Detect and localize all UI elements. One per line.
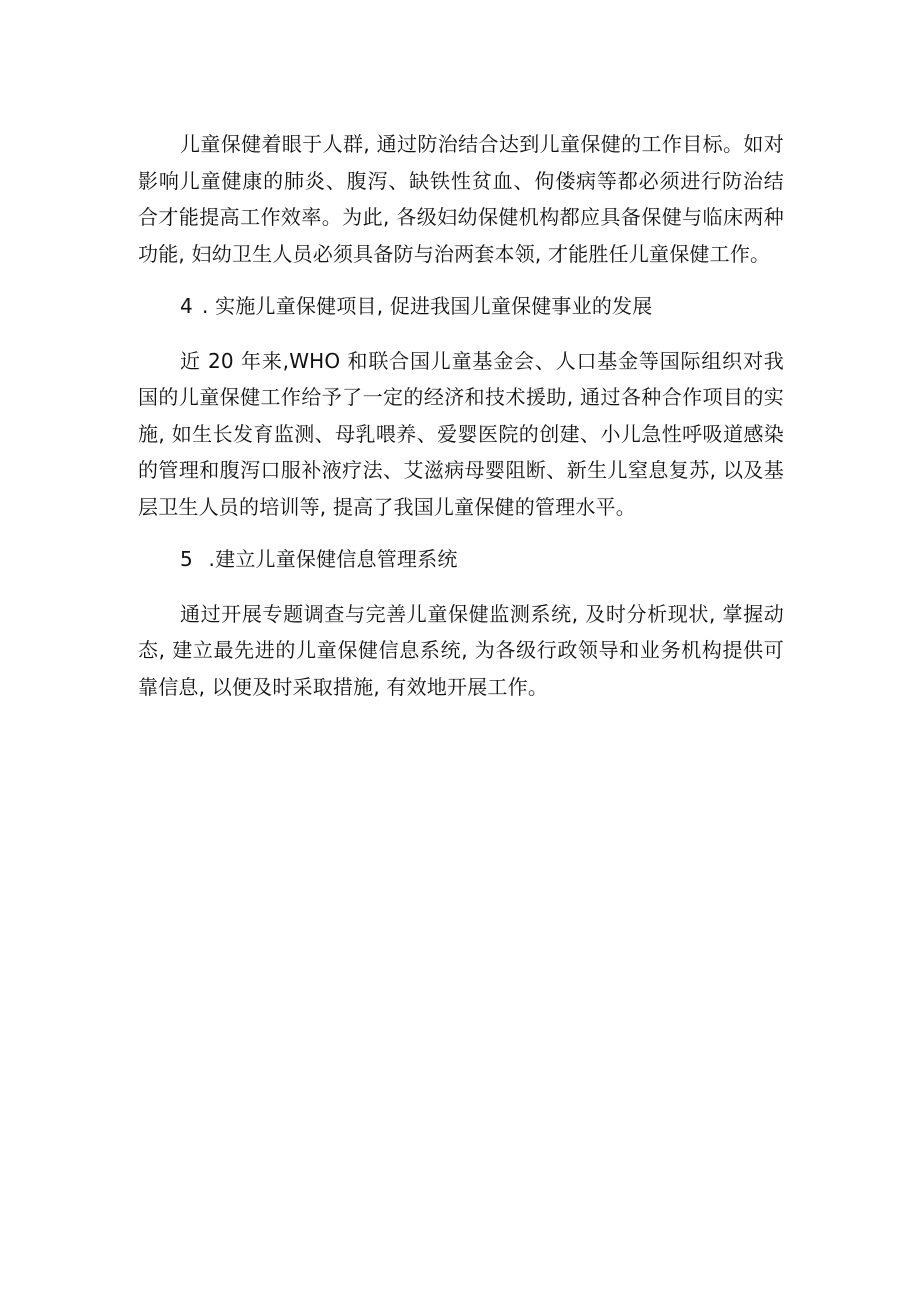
section-title-4: . 实施儿童保健项目, 促进我国儿童保健事业的发展	[202, 294, 653, 318]
spacer	[138, 272, 784, 288]
paragraph-international-cooperation: 近 20 年来,WHO 和联合国儿童基金会、人口基金等国际组织对我国的儿童保健工作给予了一定的经济和技术援助, 通过各种合作项目的实施, 如生长发育监测、母乳喂养、爱婴医院的创建、小儿急性呼吸道感染的管理和腹泻口服补液疗法、艾滋病母婴阻断、新生儿窒息复苏, 以及基层卫生人员的培训等, 提高了我国儿童保健的管理水平。	[138, 348, 784, 519]
paragraph-child-health-prevention-treatment: 儿童保健着眼于人群, 通过防治结合达到儿童保健的工作目标。如对影响儿童健康的肺炎、腹泻、缺铁性贫血、佝偻病等都必须进行防治结合才能提高工作效率。为此, 各级妇幼保健机构都应具备保健与临床两种功能, 妇幼卫生人员必须具备防与治两套本领, 才能胜任儿童保健工作。	[138, 132, 784, 266]
section-heading-5	[138, 541, 784, 578]
spacer	[138, 525, 784, 541]
section-number-4: 4	[180, 294, 193, 318]
section-title-5: .建立儿童保健信息管理系统	[202, 547, 458, 571]
spacer	[138, 578, 784, 596]
paragraph-information-system: 通过开展专题调查与完善儿童保健监测系统, 及时分析现状, 掌握动态, 建立最先进的儿童保健信息系统, 为各级行政领导和业务机构提供可靠信息, 以便及时采取措施, 有效地开展工作。	[138, 601, 784, 699]
document-body	[138, 126, 784, 705]
spacer	[138, 325, 784, 343]
section-number-5: 5	[180, 547, 193, 571]
section-heading-4	[138, 288, 784, 325]
